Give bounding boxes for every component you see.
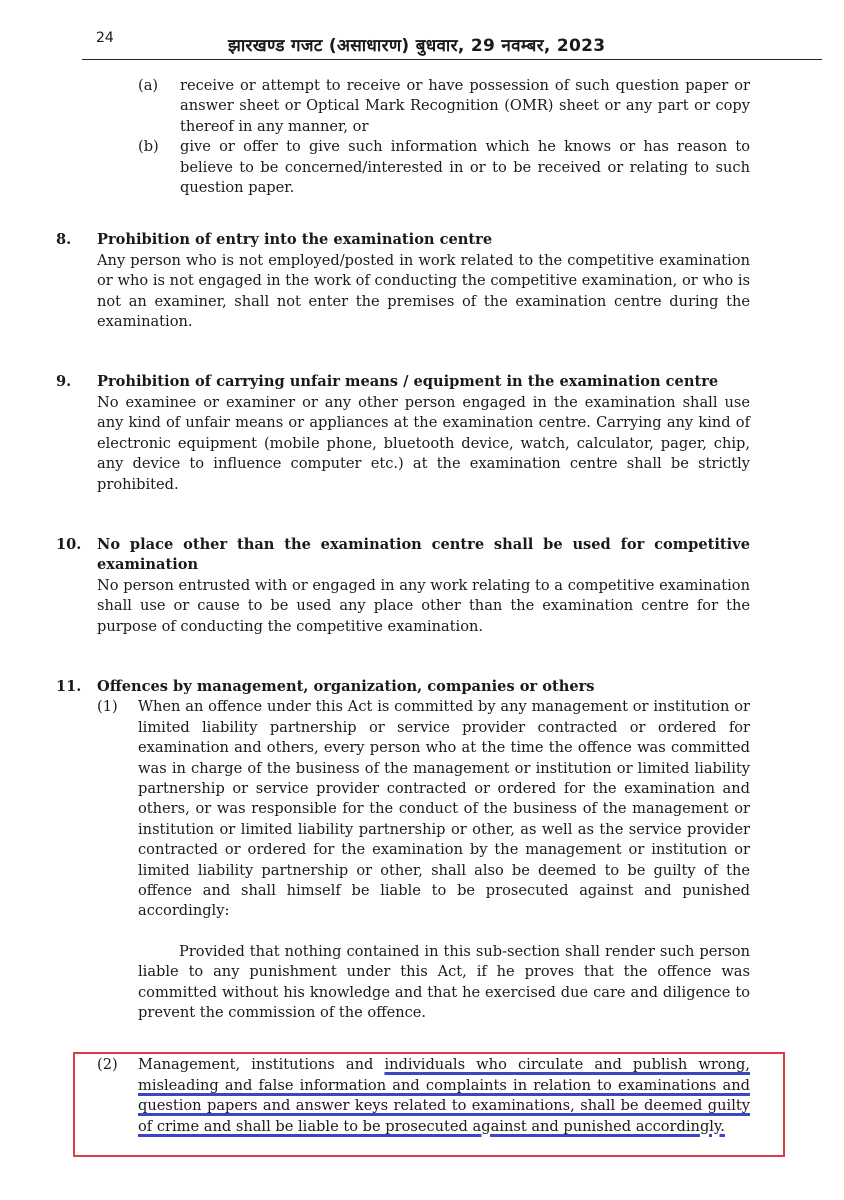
section-text: No examinee or examiner or any other person engaged in the examination shall use any kind of unfair means or appliances at the examination centre. Carrying any kind of electronic equipment (mobile phone, bluetooth device, watch, calculator, pager, chip, any device to influence computer etc.) at the examination centre shall be strictly prohibited.: [97, 393, 750, 493]
section-number: 11.: [56, 677, 82, 695]
red-highlight-box: [73, 1052, 785, 1157]
clause-label: (a): [138, 77, 159, 94]
page-header: [0, 0, 844, 62]
clause-text: receive or attempt to receive or have possession of such question paper or answer sheet or Optical Mark Recognition (OMR) sheet or any part or copy thereof in any manner, or: [180, 77, 750, 135]
gazette-title: झारखण्ड गजट (असाधारण) बुधवार, 29 नवम्बर, 2023: [228, 36, 606, 56]
clause-a: [56, 76, 750, 137]
section-10: [56, 535, 750, 637]
section-heading: Prohibition of carrying unfair means / equipment in the examination centre: [97, 373, 719, 391]
clause-label: (b): [138, 138, 159, 156]
section-heading: No place other than the examination centre shall be used for competitive examination: [97, 535, 750, 574]
subsection-text: When an offence under this Act is committed by any management or institution or limited liability partnership or service provider contracted or ordered for examination and others, every person who at the time the offence was committed was in charge of the business of the management or institution or limited liability partnership or service provider contracted or ordered for the examination and others, or was responsible for the conduct of the business of the management or institution or limited liability partnership or other, as well as the service provider contracted or ordered for the examination by the management or institution or limited liability partnership or other, shall also be deemed to be guilty of the offence and shall himself be liable to be prosecuted against and punished accordingly:: [138, 698, 750, 920]
proviso-text: Provided that nothing contained in this sub-section shall render such person liable to any punishment under this Act, if he proves that the offence was committed without his knowledge and that he exercised due care and diligence to prevent the commission of the offence.: [138, 942, 750, 1022]
clause-text: give or offer to give such information which he knows or has reason to believe to be concerned/interested in or to be received or relating to such question paper.: [180, 138, 750, 197]
subsection-label: (1): [97, 698, 118, 716]
document-body: [56, 76, 750, 1137]
section-9: [56, 372, 750, 494]
section-text: Any person who is not employed/posted in work related to the competitive examination or who is not engaged in the work of conducting the competitive examination, or who is not an examiner, shall not enter the premises of the examination centre during the examination.: [97, 251, 750, 331]
section-heading: Prohibition of entry into the examination centre: [97, 231, 493, 249]
underlined-highlight-text: individuals who circulate and publish wrong, misleading and false information and complaints in relation to examinations and question papers and answer keys related to examinations, shall be deemed guilty of crime and shall be liable to be prosecuted against and punished accordingly.: [138, 1056, 750, 1135]
subsection-label: (2): [97, 1056, 118, 1074]
header-rule: [82, 59, 822, 60]
section-number: 8.: [56, 231, 72, 249]
section-number: 10.: [56, 535, 82, 553]
section-heading: Offences by management, organization, companies or others: [97, 677, 595, 695]
subsection-1: [97, 697, 750, 921]
section-8: [56, 230, 750, 332]
page-number: 24: [96, 30, 114, 46]
section-number: 9.: [56, 373, 72, 391]
clause-b: [56, 137, 750, 198]
section-text: No person entrusted with or engaged in any work relating to a competitive examination shall use or cause to be used any place other than the examination centre for the purpose of conducting the competitive examination.: [97, 576, 750, 635]
subsection-text-plain: Management, institutions and: [138, 1056, 385, 1074]
